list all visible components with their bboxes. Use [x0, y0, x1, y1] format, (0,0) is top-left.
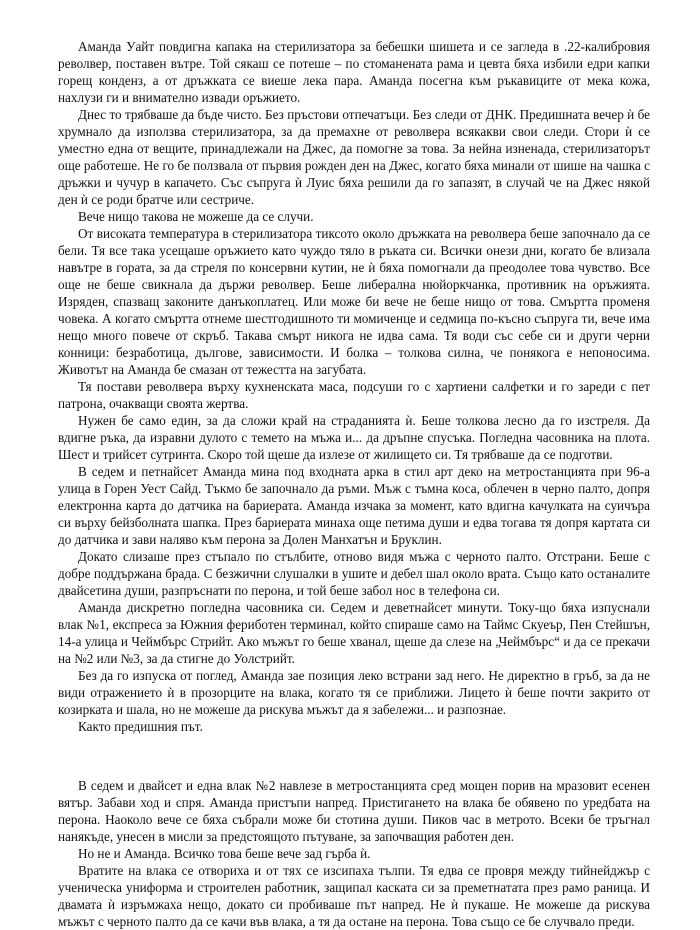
paragraph: Днес то трябваше да бъде чисто. Без пръстови отпечатъци. Без следи от ДНК. Предишната вечер ѝ бе хрумнало да използва стерилизатора, за да премахне от револвера всякакви свои следи. Стори ѝ се уместно една от вещите, принадлежали на Джес, да помогне за това. За нейна изненада, стерилизаторът още работеше. Не го бе ползвала от първия рожден ден на Джес, когато бяха минали от шише на чашка с дръжки и чучур в капачето. Със съпруга ѝ Луис бяха решили да го запазят, в случай че на Джес някой ден ѝ се роди братче или сестриче. [58, 107, 650, 207]
paragraph: В седем и петнайсет Аманда мина под входната арка в стил арт деко на метростанцията при 96-а улица в Горен Уест Сайд. Тъкмо бе започнало да ръми. Мъж с тъмна коса, облечен в черно палто, допря електронна карта до датчика на бариерата. Аманда изчака за момент, като вдигна качулката на суичъра си върху бейзболната шапка. През бариерата минаха още петима души и едва тогава тя допря картата си до датчика и зави наляво към перона за Долен Манхатън и Бруклин. [58, 464, 650, 547]
paragraph: Както предишния път. [78, 719, 203, 734]
paragraph: Вратите на влака се отвориха и от тях се изсипаха тълпи. Тя едва се провря между тийнейджър с ученическа униформа и строителен работник, защипал каската си за преметнатата през рамо раница. И двамата ѝ изръмжаха нещо, докато си пробиваше път напред. Не ѝ пукаше. Не можеше да рискува мъжът с черното палто да се качи във влака, а тя да остане на перона. Това също се бе случвало преди. [58, 863, 650, 929]
document-page [58, 38, 650, 930]
paragraph: Вече нищо такова не можеше да се случи. [78, 209, 314, 224]
paragraph: Тя постави револвера върху кухненската маса, подсуши го с хартиени салфетки и го зареди с пет патрона, очакващи своята жертва. [58, 379, 650, 411]
section-break [58, 735, 650, 777]
paragraph: Но не и Аманда. Всичко това беше вече зад гърба ѝ. [78, 846, 371, 861]
paragraph: В седем и двайсет и една влак №2 навлезе в метростанцията сред мощен порив на мразовит есенен вятър. Забави ход и спря. Аманда пристъпи напред. Пристигането на влака бе обявено по уредбата на перона. Наоколо вече се бяха събрали може би стотина души. Пиков час в метрото. Всеки бе тръгнал нанякъде, унесен в мисли за предстоящото пътуване, за започващия работен ден. [58, 778, 650, 844]
paragraph: Нужен бе само един, за да сложи край на страданията ѝ. Беше толкова лесно да го изстреля. Да вдигне ръка, да изравни дулото с темето на мъжа и... да дръпне спусъка. Погледна часовника на плота. Шест и трийсет сутринта. Скоро той щеше да излезе от жилището си. Тя трябваше да се подготви. [58, 413, 650, 462]
paragraph: Без да го изпуска от поглед, Аманда зае позиция леко встрани зад него. Не директно в гръб, за да не види отражението ѝ в прозорците на влака, когато тя се приближи. Лицето ѝ беше почти закрито от козирката и шала, но не можеше да рискува мъжът да я забележи... и разпознае. [58, 668, 650, 717]
paragraph: От високата температура в стерилизатора тиксото около дръжката на револвера беше започнало да се бели. Тя все така усещаше оръжието като чуждо тяло в ръката си. Всички онези дни, когато бе влизала навътре в гората, за да стреля по консервни кутии, не ѝ бяха помогнали да преодолее това чувство. Все още не беше свикнала да държи револвер. Беше либерална нюйоркчанка, противник на оръжията. Изряден, спазващ законите данъкоплатец. Или може би вече не беше нищо от това. Смъртта променя човека. А когато смъртта отнеме шестгодишното ти момиченце и седмица по-късно съпруга ти, вече има нещо много повече от скръб. Такава смърт никога не идва сама. Тя води със себе си и други черни конници: безработица, дългове, зависимости. И болка – толкова силна, че понякога е непоносима. Животът на Аманда бе смазан от тежестта на загубата. [58, 226, 650, 377]
paragraph: Докато слизаше през стъпало по стълбите, отново видя мъжа с черното палто. Отстрани. Беше с добре поддържана брада. С безжични слушалки в ушите и дебел шал около врата. Също като останалите двайсетина души, разпръснати по перона, и той беше забол нос в телефона си. [58, 549, 650, 598]
paragraph: Аманда Уайт повдигна капака на стерилизатора за бебешки шишета и се загледа в .22-калибровия револвер, поставен вътре. Той сякаш се потеше – по стоманената рама и цевта бяха избили едри капки горещ конденз, а от дръжката се виеше лека пара. Аманда посегна към ръкавиците от мека кожа, нахлузи ги и внимателно извади оръжието. [58, 39, 650, 105]
paragraph: Аманда дискретно погледна часовника си. Седем и деветнайсет минути. Току-що бяха изпуснали влак №1, експреса за Южния фериботен терминал, който спираше само на Таймс Скуеър, Пен Стейшън, 14-а улица и Чеймбърс Стрийт. Ако мъжът го беше хванал, щеше да слезе на „Чеймбърс“ и да се прекачи на №2 или №3, за да стигне до Уолстрийт. [58, 600, 650, 666]
